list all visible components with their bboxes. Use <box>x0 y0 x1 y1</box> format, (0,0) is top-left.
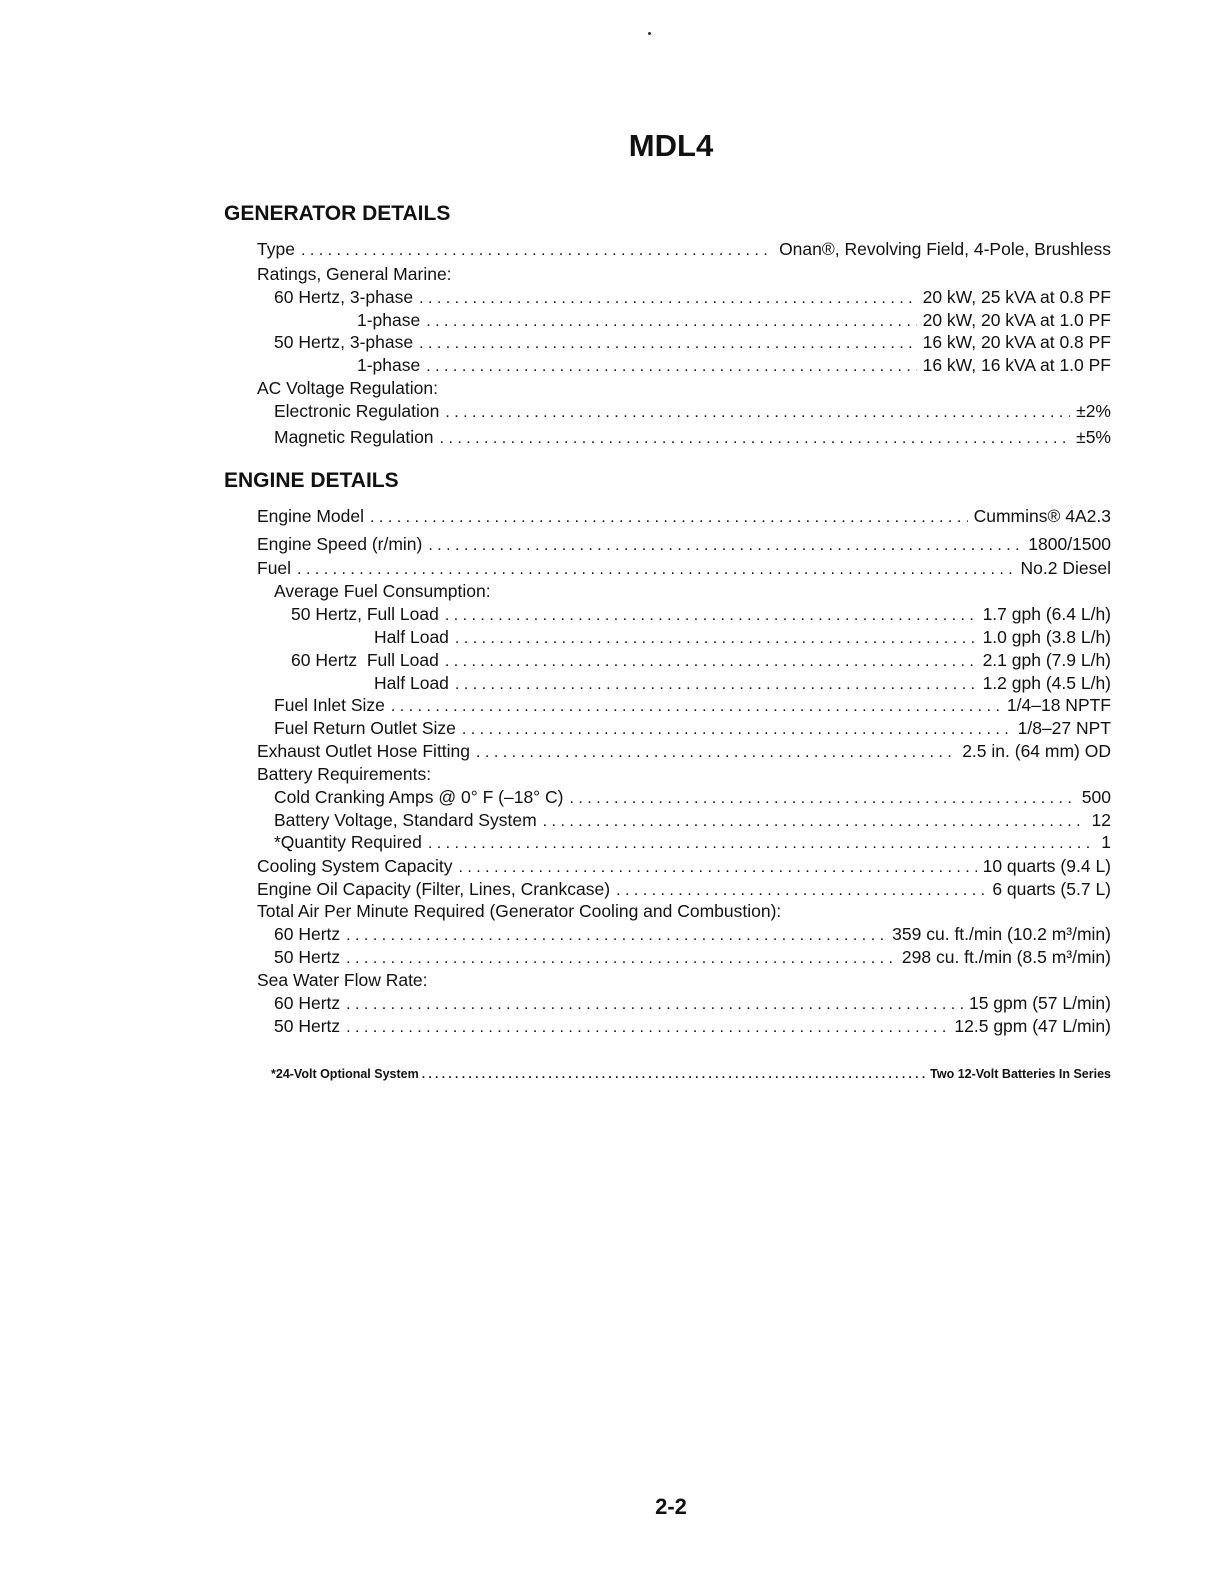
dot-leader <box>346 994 963 1016</box>
dot-leader <box>422 1063 927 1085</box>
spec-value: 2.5 in. (64 mm) OD <box>962 741 1111 761</box>
dot-leader <box>419 288 917 310</box>
spec-row-quantity-required <box>274 831 1111 855</box>
spec-row-50hz-full-load <box>291 603 1111 627</box>
spec-row-engine-speed <box>257 533 1111 557</box>
spec-row-sea-60hz <box>274 992 1111 1016</box>
ratings-subheading: Ratings, General Marine: <box>257 264 452 284</box>
spec-label: Cold Cranking Amps @ 0° F (–18° C) <box>274 787 564 807</box>
spec-value: ±2% <box>1076 401 1111 421</box>
spec-row-air-50hz <box>274 946 1111 970</box>
footnote-value: Two 12-Volt Batteries In Series <box>930 1067 1111 1081</box>
spec-row-fuel <box>257 557 1111 581</box>
spec-row-60hz-full-load <box>291 649 1111 673</box>
spec-value: 2.1 gph (7.9 L/h) <box>982 650 1111 670</box>
spec-value: 20 kW, 25 kVA at 0.8 PF <box>922 287 1111 307</box>
spec-value: 1/8–27 NPT <box>1017 718 1111 738</box>
footnote-label: *24-Volt Optional System <box>271 1067 419 1081</box>
spec-value: 1.2 gph (4.5 L/h) <box>982 673 1111 693</box>
spec-row-cold-cranking-amps <box>274 786 1111 810</box>
spec-value: 500 <box>1081 787 1111 807</box>
spec-value: ±5% <box>1076 427 1111 447</box>
spec-label: 1-phase <box>357 355 421 375</box>
page-title: MDL4 <box>628 128 714 163</box>
spec-row-60hz-3phase <box>274 286 1111 310</box>
page-number: 2-2 <box>655 1494 687 1519</box>
spec-row-fuel-return-size <box>274 717 1111 741</box>
spec-label: 50 Hertz <box>274 947 341 967</box>
dot-leader <box>455 628 977 650</box>
spec-value: 12.5 gpm (47 L/min) <box>954 1016 1111 1036</box>
dot-leader <box>426 356 916 378</box>
spec-row-fuel-inlet-size <box>274 694 1111 718</box>
spec-row-sea-50hz <box>274 1015 1111 1039</box>
spec-label: Magnetic Regulation <box>274 427 434 447</box>
dot-leader <box>346 925 886 947</box>
spec-value: No.2 Diesel <box>1020 558 1111 578</box>
spec-label: Electronic Regulation <box>274 401 440 421</box>
dot-leader <box>459 857 977 879</box>
dot-leader <box>616 880 986 902</box>
spec-value: 1.0 gph (3.8 L/h) <box>982 627 1111 647</box>
dot-leader <box>391 696 1001 718</box>
spec-label: Engine Model <box>257 506 365 526</box>
dot-leader <box>428 833 1095 855</box>
footnote-24-volt <box>271 1063 1111 1085</box>
spec-label: 50 Hertz, 3-phase <box>274 332 414 352</box>
spec-label: Engine Oil Capacity (Filter, Lines, Crankcase) <box>257 879 611 899</box>
dot-leader <box>297 559 1014 581</box>
spec-row-50hz-3phase <box>274 331 1111 355</box>
spec-value: 1800/1500 <box>1028 534 1111 554</box>
spec-label: 60 Hertz Full Load <box>291 650 439 670</box>
spec-value: 298 cu. ft./min (8.5 m³/min) <box>901 947 1111 967</box>
spec-value: 12 <box>1091 810 1111 830</box>
spec-label: 60 Hertz <box>274 993 341 1013</box>
battery-subheading: Battery Requirements: <box>257 764 432 784</box>
ac-voltage-subheading: AC Voltage Regulation: <box>257 378 438 398</box>
spec-value: 1/4–18 NPTF <box>1006 695 1111 715</box>
spec-row-engine-model <box>257 505 1111 529</box>
spec-value: 1 <box>1101 832 1111 852</box>
spec-label: Fuel Inlet Size <box>274 695 385 715</box>
spec-label: 60 Hertz <box>274 924 341 944</box>
spec-label: Half Load <box>374 627 449 647</box>
spec-label: Exhaust Outlet Hose Fitting <box>257 741 471 761</box>
spec-value: 16 kW, 16 kVA at 1.0 PF <box>922 355 1111 375</box>
spec-row-exhaust-fitting <box>257 740 1111 764</box>
dot-leader <box>476 742 956 764</box>
spec-row-oil-capacity <box>257 878 1111 902</box>
spec-value: Onan®, Revolving Field, 4-Pole, Brushless <box>779 239 1111 259</box>
dot-leader <box>543 811 1086 833</box>
total-air-subheading: Total Air Per Minute Required (Generator Cooling and Combustion): <box>257 901 782 921</box>
dot-leader <box>346 1017 948 1039</box>
dot-leader <box>346 948 896 970</box>
spec-value: 15 gpm (57 L/min) <box>968 993 1111 1013</box>
fuel-consumption-subheading: Average Fuel Consumption: <box>274 581 491 601</box>
spec-value: 20 kW, 20 kVA at 1.0 PF <box>922 310 1111 330</box>
spec-value: 1.7 gph (6.4 L/h) <box>982 604 1111 624</box>
dot-leader <box>445 605 977 627</box>
dot-leader <box>301 240 773 262</box>
dot-leader <box>570 788 1076 810</box>
sea-water-subheading: Sea Water Flow Rate: <box>257 970 428 990</box>
dot-leader <box>419 333 917 355</box>
dot-leader <box>455 674 977 696</box>
spec-row-electronic-regulation <box>274 400 1111 424</box>
spec-label: Fuel <box>257 558 292 578</box>
spec-row-type <box>257 238 1111 262</box>
dot-leader <box>445 651 977 673</box>
spec-label: 1-phase <box>357 310 421 330</box>
dot-leader <box>428 535 1022 557</box>
spec-row-50hz-1phase <box>357 354 1111 378</box>
spec-value: 16 kW, 20 kVA at 0.8 PF <box>922 332 1111 352</box>
spec-label: Engine Speed (r/min) <box>257 534 423 554</box>
spec-label: 60 Hertz, 3-phase <box>274 287 414 307</box>
spec-label: Type <box>257 239 295 259</box>
dot-leader <box>370 507 968 529</box>
spec-value: 10 quarts (9.4 L) <box>982 856 1111 876</box>
spec-label: Cooling System Capacity <box>257 856 453 876</box>
spec-row-60hz-half-load <box>374 672 1111 696</box>
spec-row-magnetic-regulation <box>274 426 1111 450</box>
spec-value: 6 quarts (5.7 L) <box>992 879 1111 899</box>
generator-details-heading: GENERATOR DETAILS <box>224 202 451 225</box>
spec-label: Battery Voltage, Standard System <box>274 810 537 830</box>
spec-row-cooling-capacity <box>257 855 1111 879</box>
scan-speck <box>648 32 651 35</box>
spec-row-battery-voltage <box>274 809 1111 833</box>
dot-leader <box>445 402 1070 424</box>
spec-row-50hz-half-load <box>374 626 1111 650</box>
spec-label: 50 Hertz <box>274 1016 341 1036</box>
spec-row-60hz-1phase <box>357 309 1111 333</box>
engine-details-heading: ENGINE DETAILS <box>224 469 399 492</box>
dot-leader <box>462 719 1012 741</box>
spec-row-air-60hz <box>274 923 1111 947</box>
spec-value: Cummins® 4A2.3 <box>973 506 1111 526</box>
spec-label: Half Load <box>374 673 449 693</box>
dot-leader <box>426 311 916 333</box>
spec-label: *Quantity Required <box>274 832 422 852</box>
spec-label: 50 Hertz, Full Load <box>291 604 439 624</box>
spec-label: Fuel Return Outlet Size <box>274 718 456 738</box>
spec-value: 359 cu. ft./min (10.2 m³/min) <box>892 924 1111 944</box>
dot-leader <box>440 428 1071 450</box>
